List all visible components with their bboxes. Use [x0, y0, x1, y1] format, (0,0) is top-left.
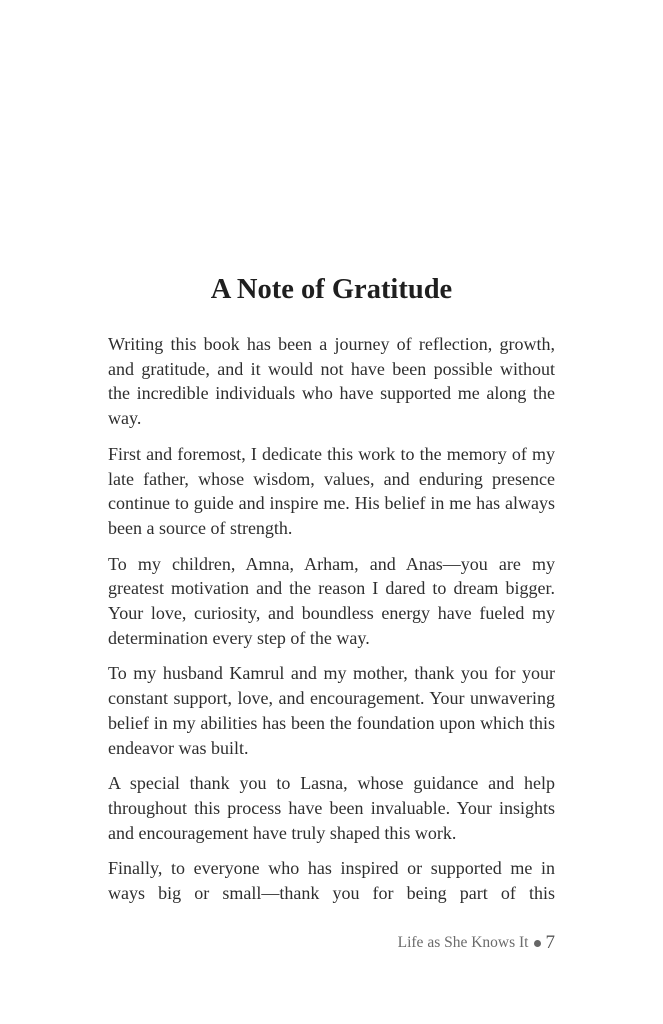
page-footer [398, 932, 555, 954]
running-title: Life as She Knows It [397, 934, 529, 951]
paragraph-father: First and foremost, I dedicate this work to the memory of my late father, whose wisdom, values, and enduring presence continue to guide and inspire me. His belief in me has always been a source of strength. [108, 443, 555, 538]
page-number: 7 [545, 932, 555, 953]
body-text [108, 332, 555, 917]
paragraph-children: To my children, Amna, Arham, and Anas—you are my greatest motivation and the reason I dared to dream bigger. Your love, curiosity, and boundless energy have fueled my determination every step of the way. [108, 553, 555, 648]
page-title: A Note of Gratitude [210, 274, 453, 305]
bullet-dot-icon [534, 940, 541, 947]
paragraph-finally: Finally, to everyone who has inspired or supported me in ways big or small—thank you for being part of this [108, 858, 555, 904]
paragraph-lasna: A special thank you to Lasna, whose guidance and help throughout this process have been invaluable. Your insights and encouragement have truly shaped this work. [108, 773, 555, 843]
paragraph-husband-mother: To my husband Kamrul and my mother, thank you for your constant support, love, and encouragement. Your unwavering belief in my abilities has been the foundation upon which this endeavor was built. [108, 663, 555, 758]
paragraph-intro: Writing this book has been a journey of reflection, growth, and gratitude, and it would not have been possible without the incredible individuals who have supported me along the way. [108, 334, 555, 429]
